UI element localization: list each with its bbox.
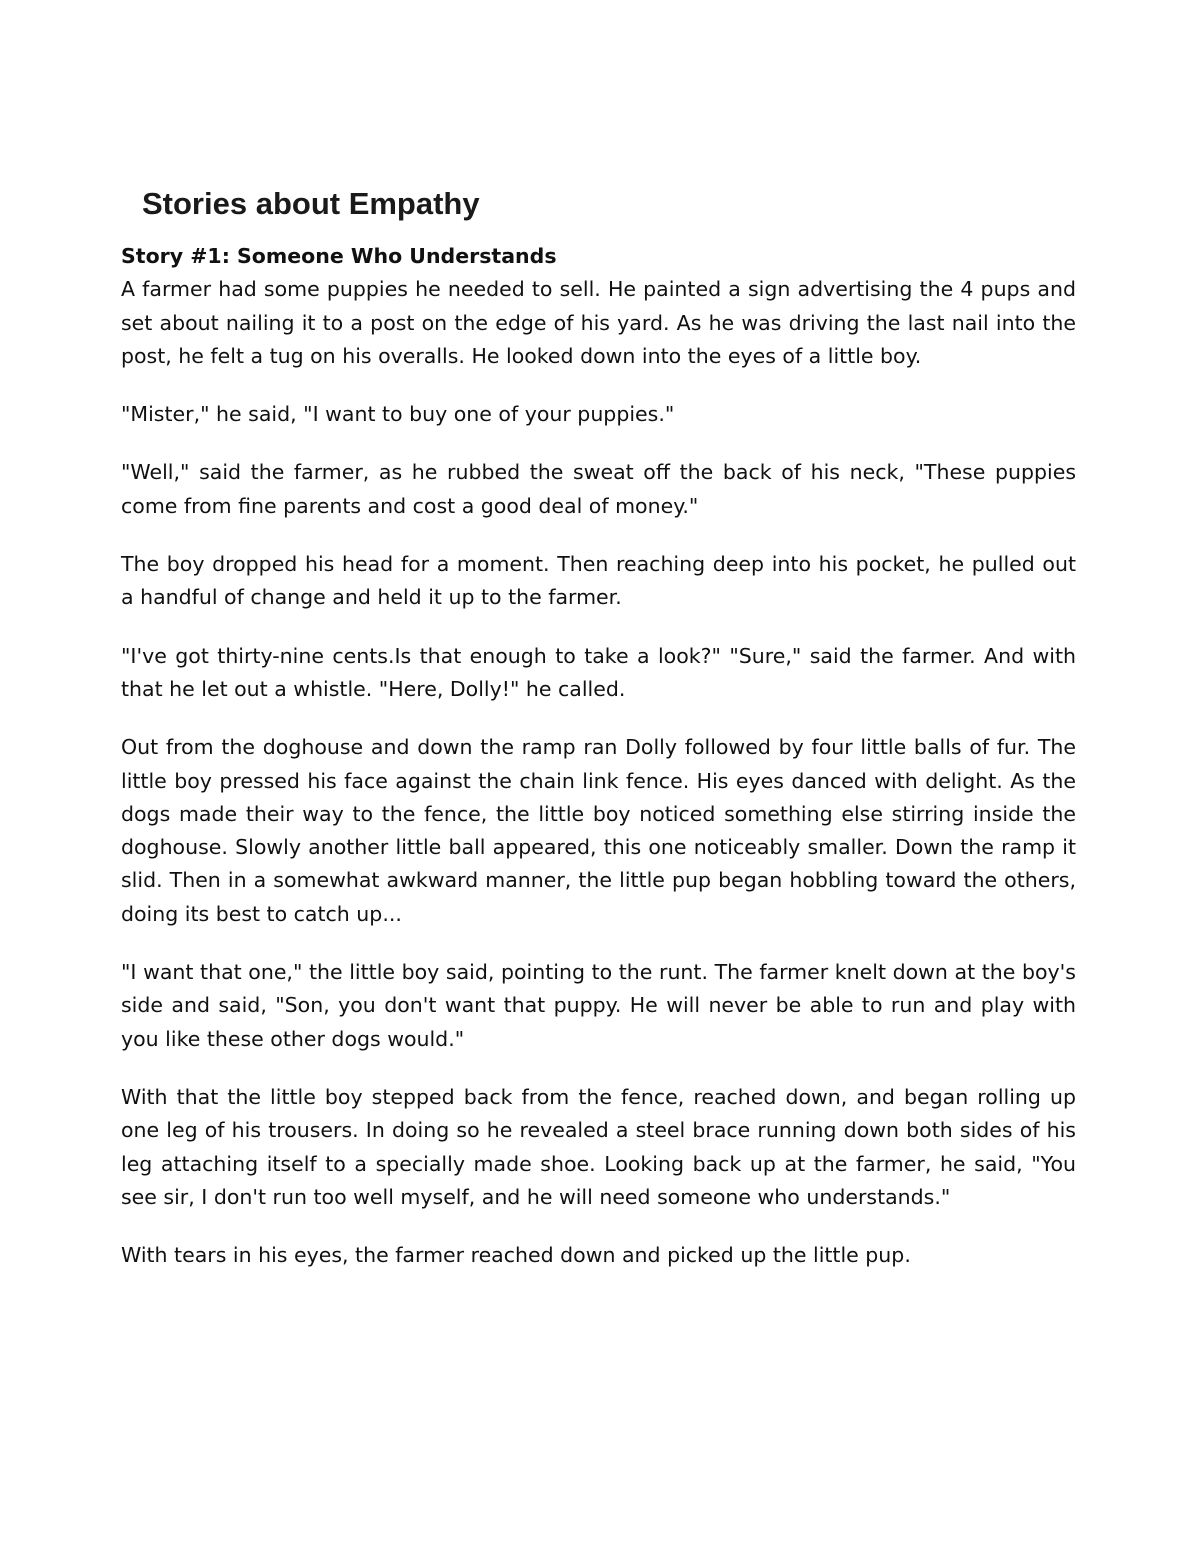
page-title: Stories about Empathy bbox=[142, 186, 480, 221]
story-paragraph: With that the little boy stepped back from the fence, reached down, and began rolling up one leg of his trousers. In doing so he revealed a steel brace running down both sides of his leg attaching itself to a specially made shoe. Looking back up at the farmer, he said, "You see sir, I don't run too well myself, and he will need someone who understands." bbox=[121, 1084, 1076, 1209]
story-heading: Story #1: Someone Who Understands bbox=[121, 244, 557, 268]
story-paragraph: A farmer had some puppies he needed to sell. He painted a sign advertising the 4 pups and set about nailing it to a post on the edge of his yard. As he was driving the last nail into the post, he felt a tug on his overalls. He looked down into the eyes of a little boy. bbox=[121, 277, 1076, 368]
story-body bbox=[121, 240, 1076, 1272]
story-paragraph: "I want that one," the little boy said, pointing to the runt. The farmer knelt down at the boy's side and said, "Son, you don't want that puppy. He will never be able to run and play with you like these other dogs would." bbox=[121, 960, 1076, 1051]
story-paragraph: With tears in his eyes, the farmer reached down and picked up the little pup. bbox=[121, 1243, 911, 1268]
story-paragraph: "I've got thirty-nine cents.Is that enough to take a look?" "Sure," said the farmer. And with that he let out a whistle. "Here, Dolly!" he called. bbox=[121, 643, 1076, 701]
story-paragraph: "Mister," he said, "I want to buy one of your puppies." bbox=[121, 402, 675, 427]
story-paragraph: "Well," said the farmer, as he rubbed the sweat off the back of his neck, "These puppies come from fine parents and cost a good deal of money." bbox=[121, 460, 1076, 518]
story-paragraph: The boy dropped his head for a moment. Then reaching deep into his pocket, he pulled out a handful of change and held it up to the farmer. bbox=[121, 552, 1076, 610]
story-paragraph: Out from the doghouse and down the ramp ran Dolly followed by four little balls of fur. The little boy pressed his face against the chain link fence. His eyes danced with delight. As the dogs made their way to the fence, the little boy noticed something else stirring inside the doghouse. Slowly another little ball appeared, this one noticeably smaller. Down the ramp it slid. Then in a somewhat awkward manner, the little pup began hobbling toward the others, doing its best to catch up... bbox=[121, 735, 1076, 926]
